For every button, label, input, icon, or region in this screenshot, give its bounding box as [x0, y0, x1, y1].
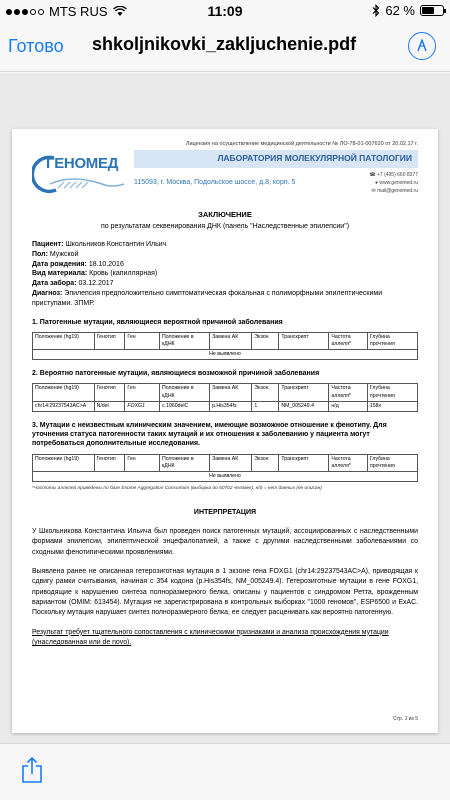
dob-label: Дата рождения: — [32, 260, 87, 268]
carrier-name: MTS RUS — [49, 4, 108, 19]
bluetooth-icon — [372, 4, 380, 17]
not-found-cell: Не выявлено — [33, 471, 418, 481]
license-line: Лицензия на осуществление медицинской деятельности № ЛО-78-01-007620 от 20.02.17 г. — [185, 141, 418, 147]
pdf-page — [12, 129, 438, 733]
col-frequency: Частота аллеля* — [329, 333, 368, 350]
col-transcript: Транскрипт — [279, 384, 329, 401]
diagnosis-label: Диагноз: — [32, 289, 63, 297]
col-transcript: Транскрипт — [279, 454, 329, 471]
material-label: Вид материала: — [32, 270, 88, 278]
col-aa: Замена АК — [210, 333, 252, 350]
table-row — [33, 350, 418, 360]
patient-dob: 18.10.2016 — [88, 260, 124, 268]
col-genotype: Генотип — [94, 454, 125, 471]
lab-site: www.genomed.ru — [379, 179, 418, 186]
interpretation-paragraph-2: Выявлена ранее не описанная гетерозиготная мутация в 1 экзоне гена FOXG1 (chr14:29237543AC>A), приводящая к сдвигу рамки считывания, начиная с 354 кодона (p.His354fs, NM_005249.4). Гетерозиготные мутации в гене FOXG1, приводящие к нарушению синтеза полноразмерного белка, описаны у пациентов с синдромом Ретта, врожденным вариантом (OMIM: 613454). Мутация не зарегистрирована в контрольных выборках "1000 геномов", ESP6500 и ExAC. Поскольку мутация нарушает синтез полноразмерного белка, ее следует расценивать как вероятно патогенную. — [32, 567, 418, 617]
sample-date-label: Дата забора: — [32, 280, 77, 288]
report-subtitle: по результатам секвенирования ДНК (панель "Наследственные эпилепсии") — [100, 222, 350, 230]
table-header-row — [33, 384, 418, 401]
col-depth: Глубина прочтения — [367, 454, 417, 471]
status-time: 11:09 — [207, 3, 243, 19]
cell-position: chr14:29237543AC>A — [33, 401, 95, 411]
letterhead — [32, 150, 418, 196]
status-right — [372, 3, 444, 18]
col-genotype: Генотип — [94, 384, 125, 401]
report-title: ЗАКЛЮЧЕНИЕ — [198, 210, 252, 220]
col-aa: Замена АК — [210, 384, 252, 401]
col-cdna: Положение в кДНК — [160, 384, 210, 401]
diagnosis: Эпилепсия предположительно симптоматическая фокальная с полиморфными эпилептическими приступами. ЗПМР. — [32, 289, 383, 307]
col-cdna: Положение в кДНК — [160, 454, 210, 471]
page-number: Стр. 1 из 5 — [393, 716, 418, 723]
cell-transcript: NM_005249.4 — [279, 401, 329, 411]
interpretation-paragraph-1: У Школьникова Константина Ильича был проведен поиск патогенных мутаций, ассоциированных с наследственными формами эпилепсии, эпилептической энцефалопатией, а также с другими наследственными заболеваниями со сходными фенотипическими проявлениями. — [32, 527, 418, 556]
col-genotype: Генотип — [94, 333, 125, 350]
contact-lines — [369, 171, 418, 195]
patient-name: Школьников Константин Ильич — [65, 240, 167, 248]
patient-info — [32, 240, 418, 309]
battery-percent: 62 % — [385, 3, 415, 18]
markup-button[interactable] — [408, 32, 436, 60]
col-transcript: Транскрипт — [279, 333, 329, 350]
col-gene: Ген — [125, 454, 160, 471]
col-aa: Замена АК — [210, 454, 252, 471]
cell-aa: p.His354fs — [210, 401, 252, 411]
col-gene: Ген — [125, 384, 160, 401]
cell-frequency: н/д — [329, 401, 368, 411]
done-button[interactable]: Готово — [8, 36, 64, 56]
logo-text: ГЕНОМЕД — [46, 155, 119, 173]
col-exon: Экзон — [252, 333, 279, 350]
col-gene: Ген — [125, 333, 160, 350]
patient-label: Пациент: — [32, 240, 64, 248]
cell-genotype: N/del — [94, 401, 125, 411]
col-cdna: Положение в кДНК — [160, 333, 210, 350]
cell-gene: FOXG1 — [125, 401, 160, 411]
sex-label: Пол: — [32, 250, 48, 258]
interpretation-heading: ИНТЕРПРЕТАЦИЯ — [193, 509, 257, 517]
patient-sex: Мужской — [49, 250, 79, 258]
battery-icon — [420, 5, 444, 16]
share-icon — [20, 756, 44, 784]
sample-date: 03.12.2017 — [78, 280, 114, 288]
col-depth: Глубина прочтения — [367, 333, 417, 350]
footnote: *Частоты аллелей приведены по базе Exome Aggregation Consortium (выборка до 60702 человек). н/д = нет данных (не описан) — [32, 485, 322, 491]
col-frequency: Частота аллеля* — [329, 454, 368, 471]
table-header-row — [33, 454, 418, 471]
table-row — [33, 401, 418, 411]
col-exon: Экзон — [252, 454, 279, 471]
cell-depth: 158x — [367, 401, 417, 411]
col-position: Положение (hg19) — [33, 454, 95, 471]
lab-name: ЛАБОРАТОРИЯ МОЛЕКУЛЯРНОЙ ПАТОЛОГИИ — [134, 150, 418, 167]
interpretation-paragraph-3: Результат требует тщательного сопоставления с клиническими признаками и анализа происхождения мутации (унаследованная или de novo). — [32, 628, 389, 647]
status-bar — [0, 0, 450, 22]
lab-email: mail@genomed.ru — [377, 187, 418, 194]
phone-icon: ☎ — [369, 171, 377, 178]
section-1-table — [32, 332, 418, 360]
table-row — [33, 471, 418, 481]
lab-contacts — [134, 171, 418, 195]
section-2-heading: 2. Вероятно патогенные мутации, являющиеся возможной причиной заболевания — [32, 370, 320, 378]
section-3-heading: 3. Мутации с неизвестным клиническим значением, имеющие возможное отношение к фенотипу. Для уточнения статуса патогенности таких мутаций и их отношения к заболеванию у пациента могут потребоваться дополнительные исследования. — [32, 421, 387, 448]
col-frequency: Частота аллеля* — [329, 384, 368, 401]
section-1-heading: 1. Патогенные мутации, являющиеся вероятной причиной заболевания — [32, 318, 283, 326]
section-3-table — [32, 454, 418, 482]
sample-material: Кровь (капиллярная) — [89, 270, 158, 278]
markup-pen-icon — [409, 33, 435, 59]
cell-exon: 1 — [252, 401, 279, 411]
cell-cdna: c.1060delC — [160, 401, 210, 411]
not-found-cell: Не выявлено — [33, 350, 418, 360]
nav-bar — [0, 22, 450, 72]
share-button[interactable] — [20, 756, 44, 784]
lab-address: 115093, г. Москва, Подольское шоссе, д.8, корп. 5 — [134, 179, 296, 187]
section-2-table — [32, 383, 418, 411]
lab-phone: +7 (495) 660 8377 — [376, 171, 418, 178]
document-viewer[interactable] — [0, 73, 450, 743]
genomed-logo — [32, 150, 128, 196]
lab-block — [134, 150, 418, 194]
col-position: Положение (hg19) — [33, 384, 95, 401]
col-depth: Глубина прочтения — [367, 384, 417, 401]
col-exon: Экзон — [252, 384, 279, 401]
web-icon: ● — [374, 179, 380, 186]
document-title: shkoljnikovki_zakljuchenie.pdf — [92, 34, 357, 54]
mail-icon: ✉ — [371, 187, 378, 194]
battery-level — [422, 7, 434, 14]
bottom-toolbar — [0, 743, 450, 800]
table-header-row — [33, 333, 418, 350]
col-position: Положение (hg19) — [33, 333, 95, 350]
